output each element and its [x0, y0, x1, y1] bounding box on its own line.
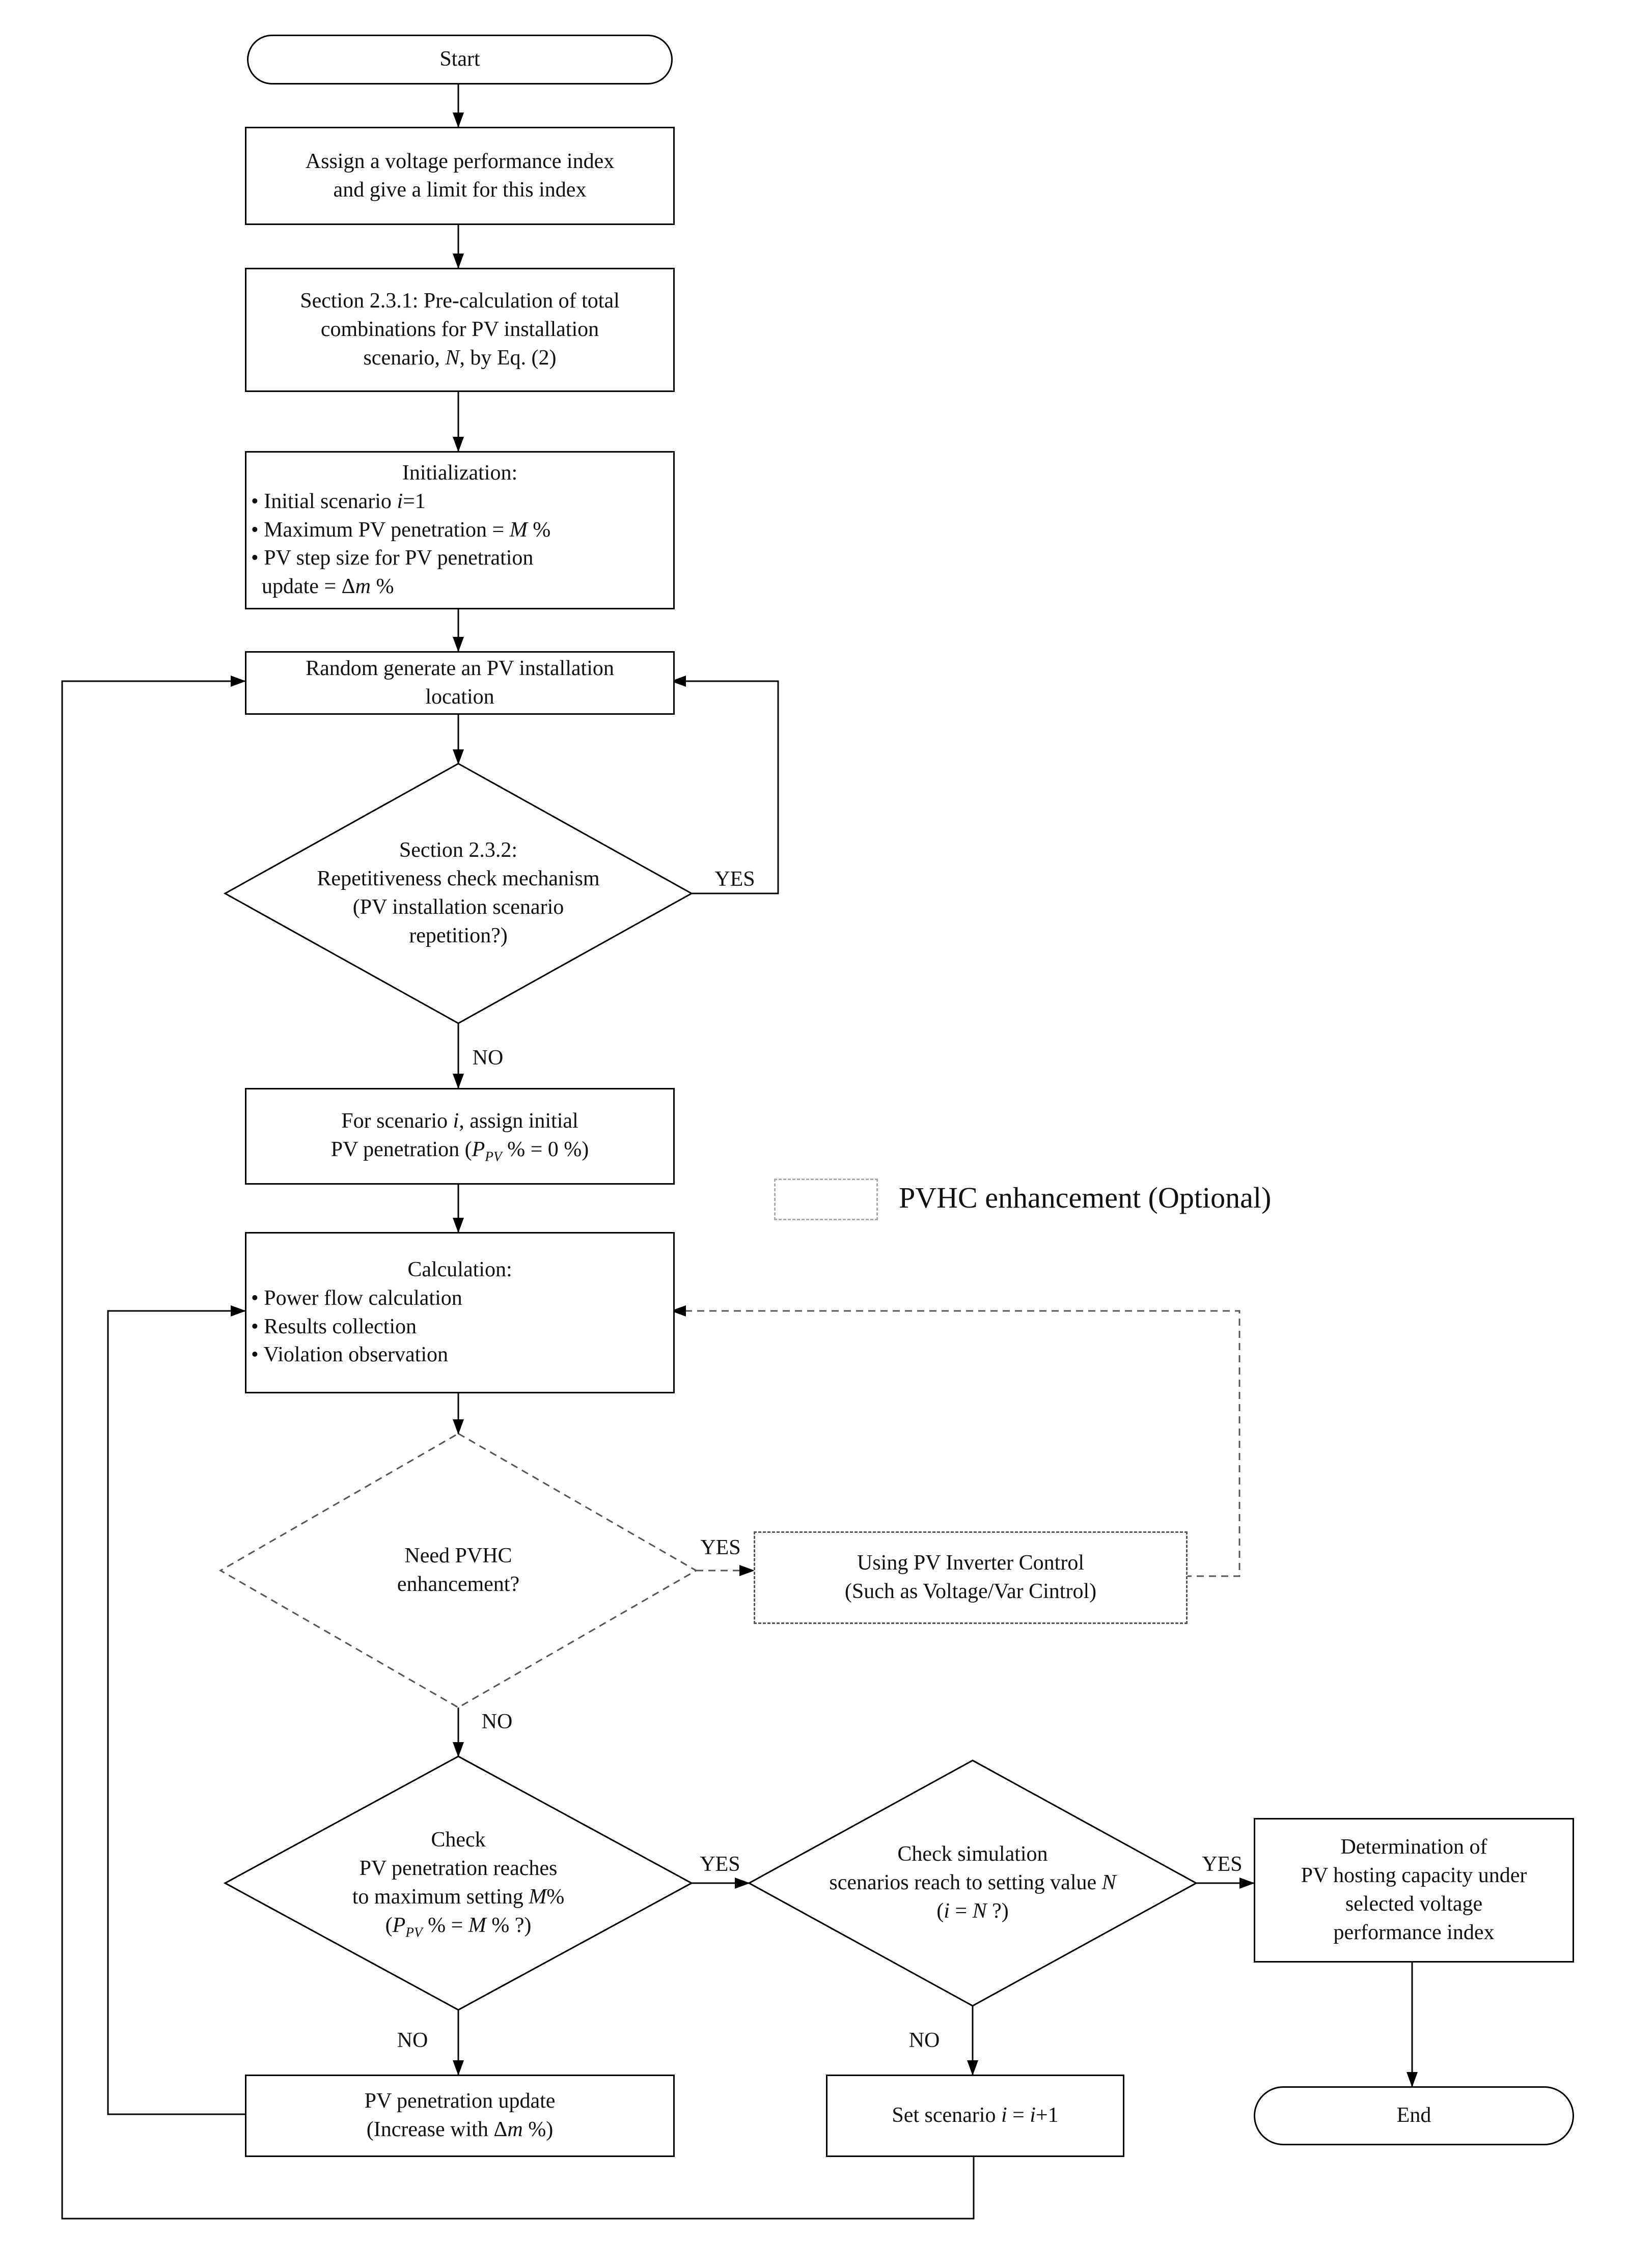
process-precalculation	[245, 268, 675, 392]
decision-check-simulation-text: Check simulation scenarios reach to setting value N (i = N ?)	[829, 1842, 1116, 1923]
label-no-check-simulation: NO	[908, 2029, 940, 2052]
process-pv-inverter-control	[754, 1531, 1188, 1624]
process-set-scenario	[826, 2075, 1124, 2157]
process-random-generate	[245, 651, 675, 715]
label-yes-repetitiveness: YES	[714, 867, 755, 891]
process-pv-inverter-control-text: Using PV Inverter Control (Such as Voltage/Var Cintrol)	[844, 1551, 1097, 1603]
process-calculation-title: Calculation:	[407, 1257, 512, 1281]
decision-repetitiveness-text: Section 2.3.2: Repetitiveness check mechanism (PV installation scenario repetition?)	[317, 838, 600, 947]
label-yes-check-simulation: YES	[1202, 1853, 1243, 1876]
process-assign-initial-penetration-text: For scenario i, assign initial PV penetration ($P_{PV}$ % = 0 %)	[330, 1109, 589, 1164]
label-no-need-enhancement: NO	[481, 1710, 513, 1733]
process-pv-penetration-update	[245, 2075, 675, 2157]
process-calculation	[245, 1232, 675, 1393]
process-determination	[1254, 1818, 1574, 1963]
arrow-pvupdate-loop-to-calculation	[108, 1311, 245, 2114]
end-terminator	[1254, 2086, 1574, 2145]
label-no-repetitiveness: NO	[472, 1046, 504, 1070]
end-label: End	[1396, 2104, 1431, 2127]
legend-label: PVHC enhancement (Optional)	[899, 1181, 1272, 1214]
process-initialization-items: • Initial scenario i=1 • Maximum PV penetration = M % • PV step size for PV penetration update = Δm %	[251, 489, 551, 599]
process-assign-index	[245, 127, 675, 225]
process-initialization-title: Initialization:	[402, 461, 518, 485]
process-determination-text: Determination of PV hosting capacity under selected voltage performance index	[1301, 1835, 1527, 1944]
start-label: Start	[439, 47, 480, 71]
process-set-scenario-text: Set scenario i = i+1	[892, 2104, 1059, 2127]
process-precalculation-text: Section 2.3.1: Pre-calculation of total combinations for PV installation scenario, N, by Eq. (2)	[300, 289, 620, 370]
process-pv-penetration-update-text: PV penetration update (Increase with Δm %)	[364, 2089, 556, 2141]
arrow-repcheck-yes-loop	[672, 681, 778, 893]
decision-need-enhancement-text: Need PVHC enhancement?	[397, 1544, 520, 1596]
label-no-check-penetration: NO	[397, 2029, 428, 2052]
process-assign-index-text: Assign a voltage performance index and give a limit for this index	[305, 149, 615, 202]
label-yes-check-penetration: YES	[700, 1853, 740, 1876]
decision-check-penetration-text: Check PV penetration reaches to maximum setting M% ($P_{PV}$ % = M % ?)	[352, 1828, 565, 1940]
label-yes-need-enhancement: YES	[700, 1536, 741, 1559]
process-calculation-items: • Power flow calculation • Results collection • Violation observation	[251, 1286, 462, 1367]
process-random-generate-text: Random generate an PV installation location	[306, 656, 614, 709]
process-initialization	[245, 451, 675, 609]
start-terminator	[247, 35, 673, 85]
process-assign-initial-penetration	[245, 1088, 675, 1185]
legend-swatch	[774, 1179, 878, 1220]
